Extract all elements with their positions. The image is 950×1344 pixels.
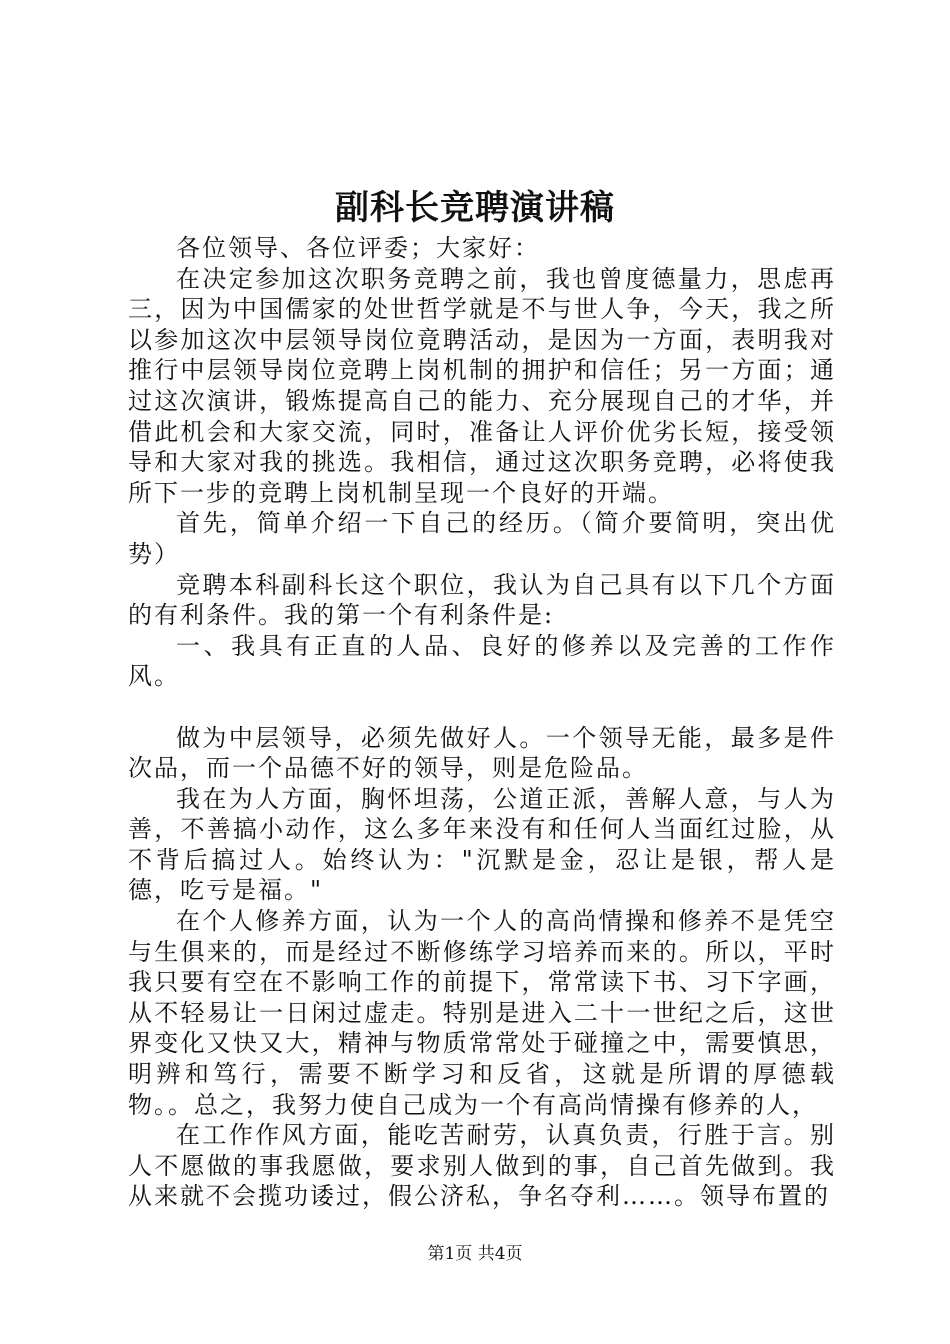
paragraph-work-style: 在工作作风方面，能吃苦耐劳，认真负责，行胜于言。别人不愿做的事我愿做，要求别人做到的事，自己首先做到。我从来就不会揽功诿过，假公济私，争名夺利……。领导布置的	[128, 1121, 836, 1211]
paragraph-conditions: 竞聘本科副科长这个职位，我认为自己具有以下几个方面的有利条件。我的第一个有利条件是:	[128, 570, 836, 630]
paragraph-cultivation: 在个人修养方面，认为一个人的高尚情操和修养不是凭空与生俱来的，而是经过不断修练学习培养而来的。所以，平时我只要有空在不影响工作的前提下，常常读下书、习下字画，从不轻易让一日闲过虚走。特别是进入二十一世纪之后，这世界变化又快又大，精神与物质常常处于碰撞之中，需要慎思，明辨和笃行，需要不断学习和反省，这就是所谓的厚德载物。。总之，我努力使自己成为一个有高尚情操有修养的人，	[128, 907, 836, 1119]
document-title: 副科长竞聘演讲稿	[335, 188, 615, 228]
paragraph-greeting: 各位领导、各位评委；大家好：	[176, 234, 540, 262]
page-footer: 第1页 共4页	[427, 1244, 523, 1264]
paragraph-experience: 首先，简单介绍一下自己的经历。（简介要简明，突出优势）	[128, 509, 836, 568]
paragraph-intro: 在决定参加这次职务竞聘之前，我也曾度德量力，思虑再三，因为中国儒家的处世哲学就是不与世人争，今天，我之所以参加这次中层领导岗位竟聘活动，是因为一方面，表明我对推行中层领导岗位竞聘上岗机制的拥护和信任；另一方面；通过这次演讲，锻炼提高自己的能力、充分展现自己的才华，并借此机会和大家交流，同时，准备让人评价优劣长短，接受领导和大家对我的挑选。我相信，通过这次职务竞聘，必将使我所下一步的竞聘上岗机制呈现一个良好的开端。	[128, 264, 836, 507]
paragraph-character: 我在为人方面，胸怀坦荡，公道正派，善解人意，与人为善，不善搞小动作，这么多年来没有和任何人当面红过脸，从不背后搞过人。始终认为："沉默是金，忍让是银，帮人是德，吃亏是福。"	[128, 784, 836, 905]
paragraph-leadership: 做为中层领导，必须先做好人。一个领导无能，最多是件次品，而一个品德不好的领导，则是危险品。	[128, 723, 836, 783]
blank-line	[128, 692, 836, 723]
paragraph-heading-one: 一、我具有正直的人品、良好的修养以及完善的工作作风。	[128, 631, 836, 691]
document-body	[128, 233, 836, 1212]
